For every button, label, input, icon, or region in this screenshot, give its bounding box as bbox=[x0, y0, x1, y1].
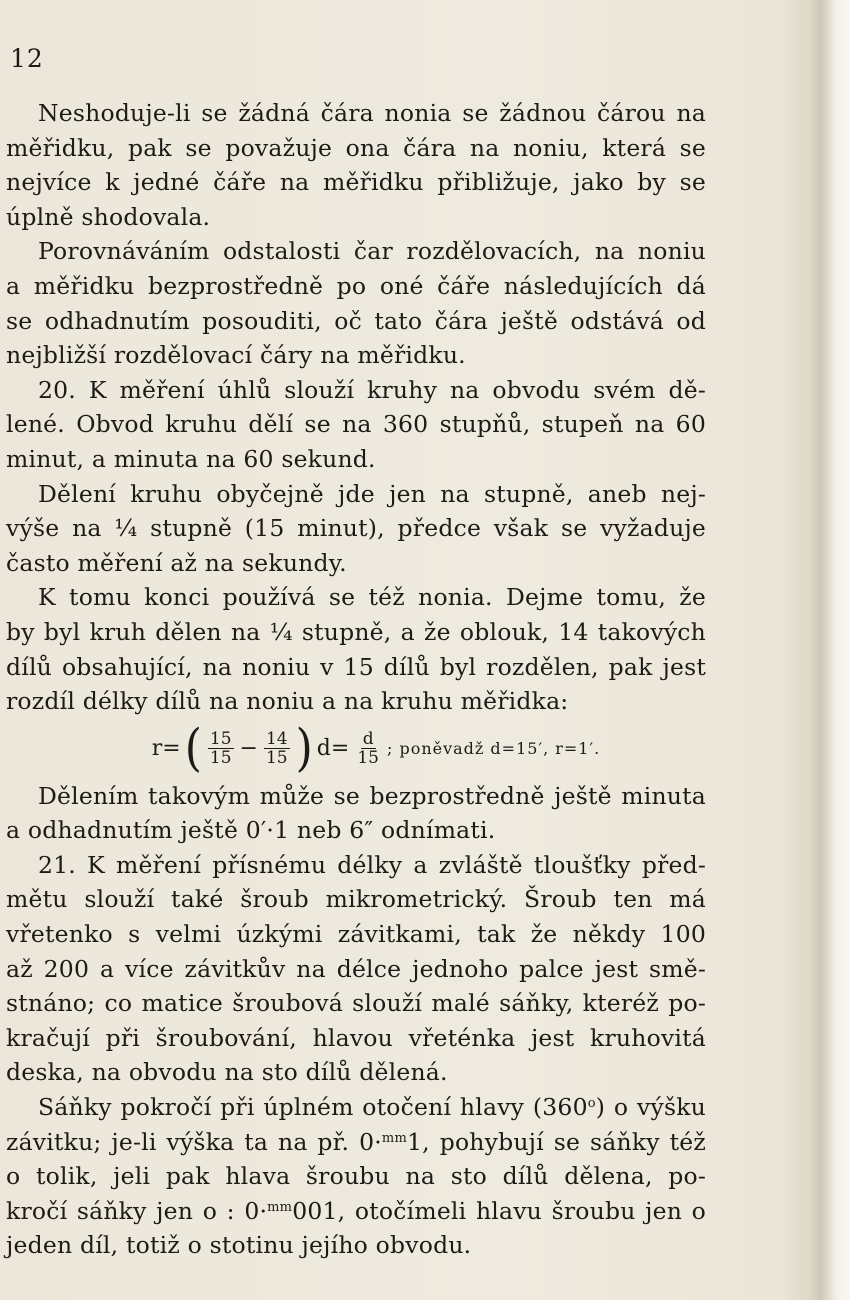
fraction-1-numerator: 15 bbox=[209, 729, 232, 750]
text-line: minut, a minuta na 60 sekund. bbox=[6, 444, 376, 473]
text-line: až 200 a více závitkův na délce jednoho palce jest smě- bbox=[6, 954, 706, 983]
minus-sign: − bbox=[239, 735, 258, 761]
right-paren: ) bbox=[295, 718, 313, 778]
formula-mult: d= bbox=[316, 735, 350, 761]
paragraphs-before-formula bbox=[6, 96, 706, 719]
text-span: Sáňky pokročí při úplném otočení hlavy (360 bbox=[38, 1093, 588, 1122]
superscript: o bbox=[587, 1096, 596, 1112]
text-line: deska, na obvodu na sto dílů dělená. bbox=[6, 1058, 448, 1087]
text-line: K tomu konci používá se též nonia. Dejme tomu, že bbox=[38, 583, 706, 612]
text-span: závitku; je-li výška ta na př. 0· bbox=[6, 1127, 382, 1156]
text-line: stnáno; co matice šroubová slouží malé sáňky, kteréž po- bbox=[6, 989, 706, 1018]
formula bbox=[6, 719, 706, 779]
text-line-sup-3 bbox=[6, 1194, 706, 1229]
text-line: a měřidku bezprostředně po oné čáře následujících dá bbox=[6, 271, 706, 300]
fraction-3-denominator: 15 bbox=[357, 748, 379, 769]
text-line: mětu slouží také šroub mikrometrický. Šroub ten má bbox=[6, 885, 706, 914]
text-line-sup-1 bbox=[6, 1090, 706, 1125]
text-line: lené. Obvod kruhu dělí se na 360 stupňů, stupeň na 60 bbox=[6, 410, 706, 439]
text-line: výše na ¼ stupně (15 minut), předce však se vyžaduje bbox=[6, 514, 706, 543]
text-line: rozdíl délky dílů na noniu a na kruhu měřidka: bbox=[6, 687, 569, 716]
text-line-sup-2 bbox=[6, 1125, 706, 1160]
text-span: ) o výšku bbox=[595, 1093, 706, 1122]
text-line: by byl kruh dělen na ¼ stupně, a že oblouk, 14 takových bbox=[6, 617, 706, 646]
text-line: o tolik, jeli pak hlava šroubu na sto dílů dělena, po- bbox=[6, 1162, 706, 1191]
superscript: mm bbox=[267, 1199, 293, 1215]
text-line: 20. K měření úhlů slouží kruhy na obvodu svém dě- bbox=[38, 375, 706, 404]
fraction-3-numerator: d bbox=[362, 729, 374, 750]
fraction-3 bbox=[355, 730, 381, 767]
text-line: často měření až na sekundy. bbox=[6, 548, 347, 577]
text-line-final: jeden díl, totiž o stotinu jejího obvodu. bbox=[6, 1231, 472, 1260]
formula-tail: ; poněvadž d=15′, r=1′. bbox=[386, 738, 601, 758]
text-line: nejvíce k jedné čáře na měřidku přibližuje, jako by se bbox=[6, 168, 706, 197]
text-line: 21. K měření přísnému délky a zvláště tloušťky před- bbox=[38, 850, 706, 879]
fraction-1 bbox=[208, 730, 234, 767]
page-number: 12 bbox=[10, 44, 44, 73]
text-line: Neshoduje-li se žádná čára nonia se žádnou čárou na bbox=[38, 99, 706, 127]
superscript: mm bbox=[381, 1130, 407, 1146]
text-line: vřetenko s velmi úzkými závitkami, tak že někdy 100 bbox=[6, 920, 706, 949]
text-line: nejbližší rozdělovací čáry na měřidku. bbox=[6, 341, 466, 370]
text-span: 001, otočímeli hlavu šroubu jen o bbox=[292, 1196, 706, 1225]
text-span: kročí sáňky jen o : 0· bbox=[6, 1196, 268, 1225]
fraction-2-denominator: 15 bbox=[265, 748, 288, 769]
text-line: úplně shodovala. bbox=[6, 202, 211, 231]
text-line: a odhadnutím ještě 0′·1 neb 6″ odnímati. bbox=[6, 816, 496, 845]
fraction-2 bbox=[264, 730, 290, 767]
text-line: Dělení kruhu obyčejně jde jen na stupně, aneb nej- bbox=[38, 479, 706, 508]
text-line: měřidku, pak se považuje ona čára na noniu, která se bbox=[6, 133, 706, 162]
text-line: Porovnáváním odstalosti čar rozdělovacích, na noniu bbox=[38, 237, 706, 266]
left-paren: ( bbox=[184, 718, 202, 778]
body-text bbox=[6, 96, 706, 1263]
formula-lhs: r= bbox=[151, 735, 181, 761]
text-line: Dělením takovým může se bezprostředně ještě minuta bbox=[38, 781, 706, 810]
paragraphs-after-formula bbox=[6, 779, 706, 1090]
text-line: se odhadnutím posouditi, oč tato čára ještě odstává od bbox=[6, 306, 706, 335]
fraction-1-denominator: 15 bbox=[209, 748, 232, 769]
text-line: dílů obsahující, na noniu v 15 dílů byl rozdělen, pak jest bbox=[6, 652, 706, 681]
text-span: 1, pohybují se sáňky též bbox=[406, 1127, 706, 1156]
text-line: kračují při šroubování, hlavou vřeténka jest kruhovitá bbox=[6, 1023, 706, 1052]
fraction-2-numerator: 14 bbox=[265, 729, 288, 750]
page-edge bbox=[805, 0, 850, 1300]
